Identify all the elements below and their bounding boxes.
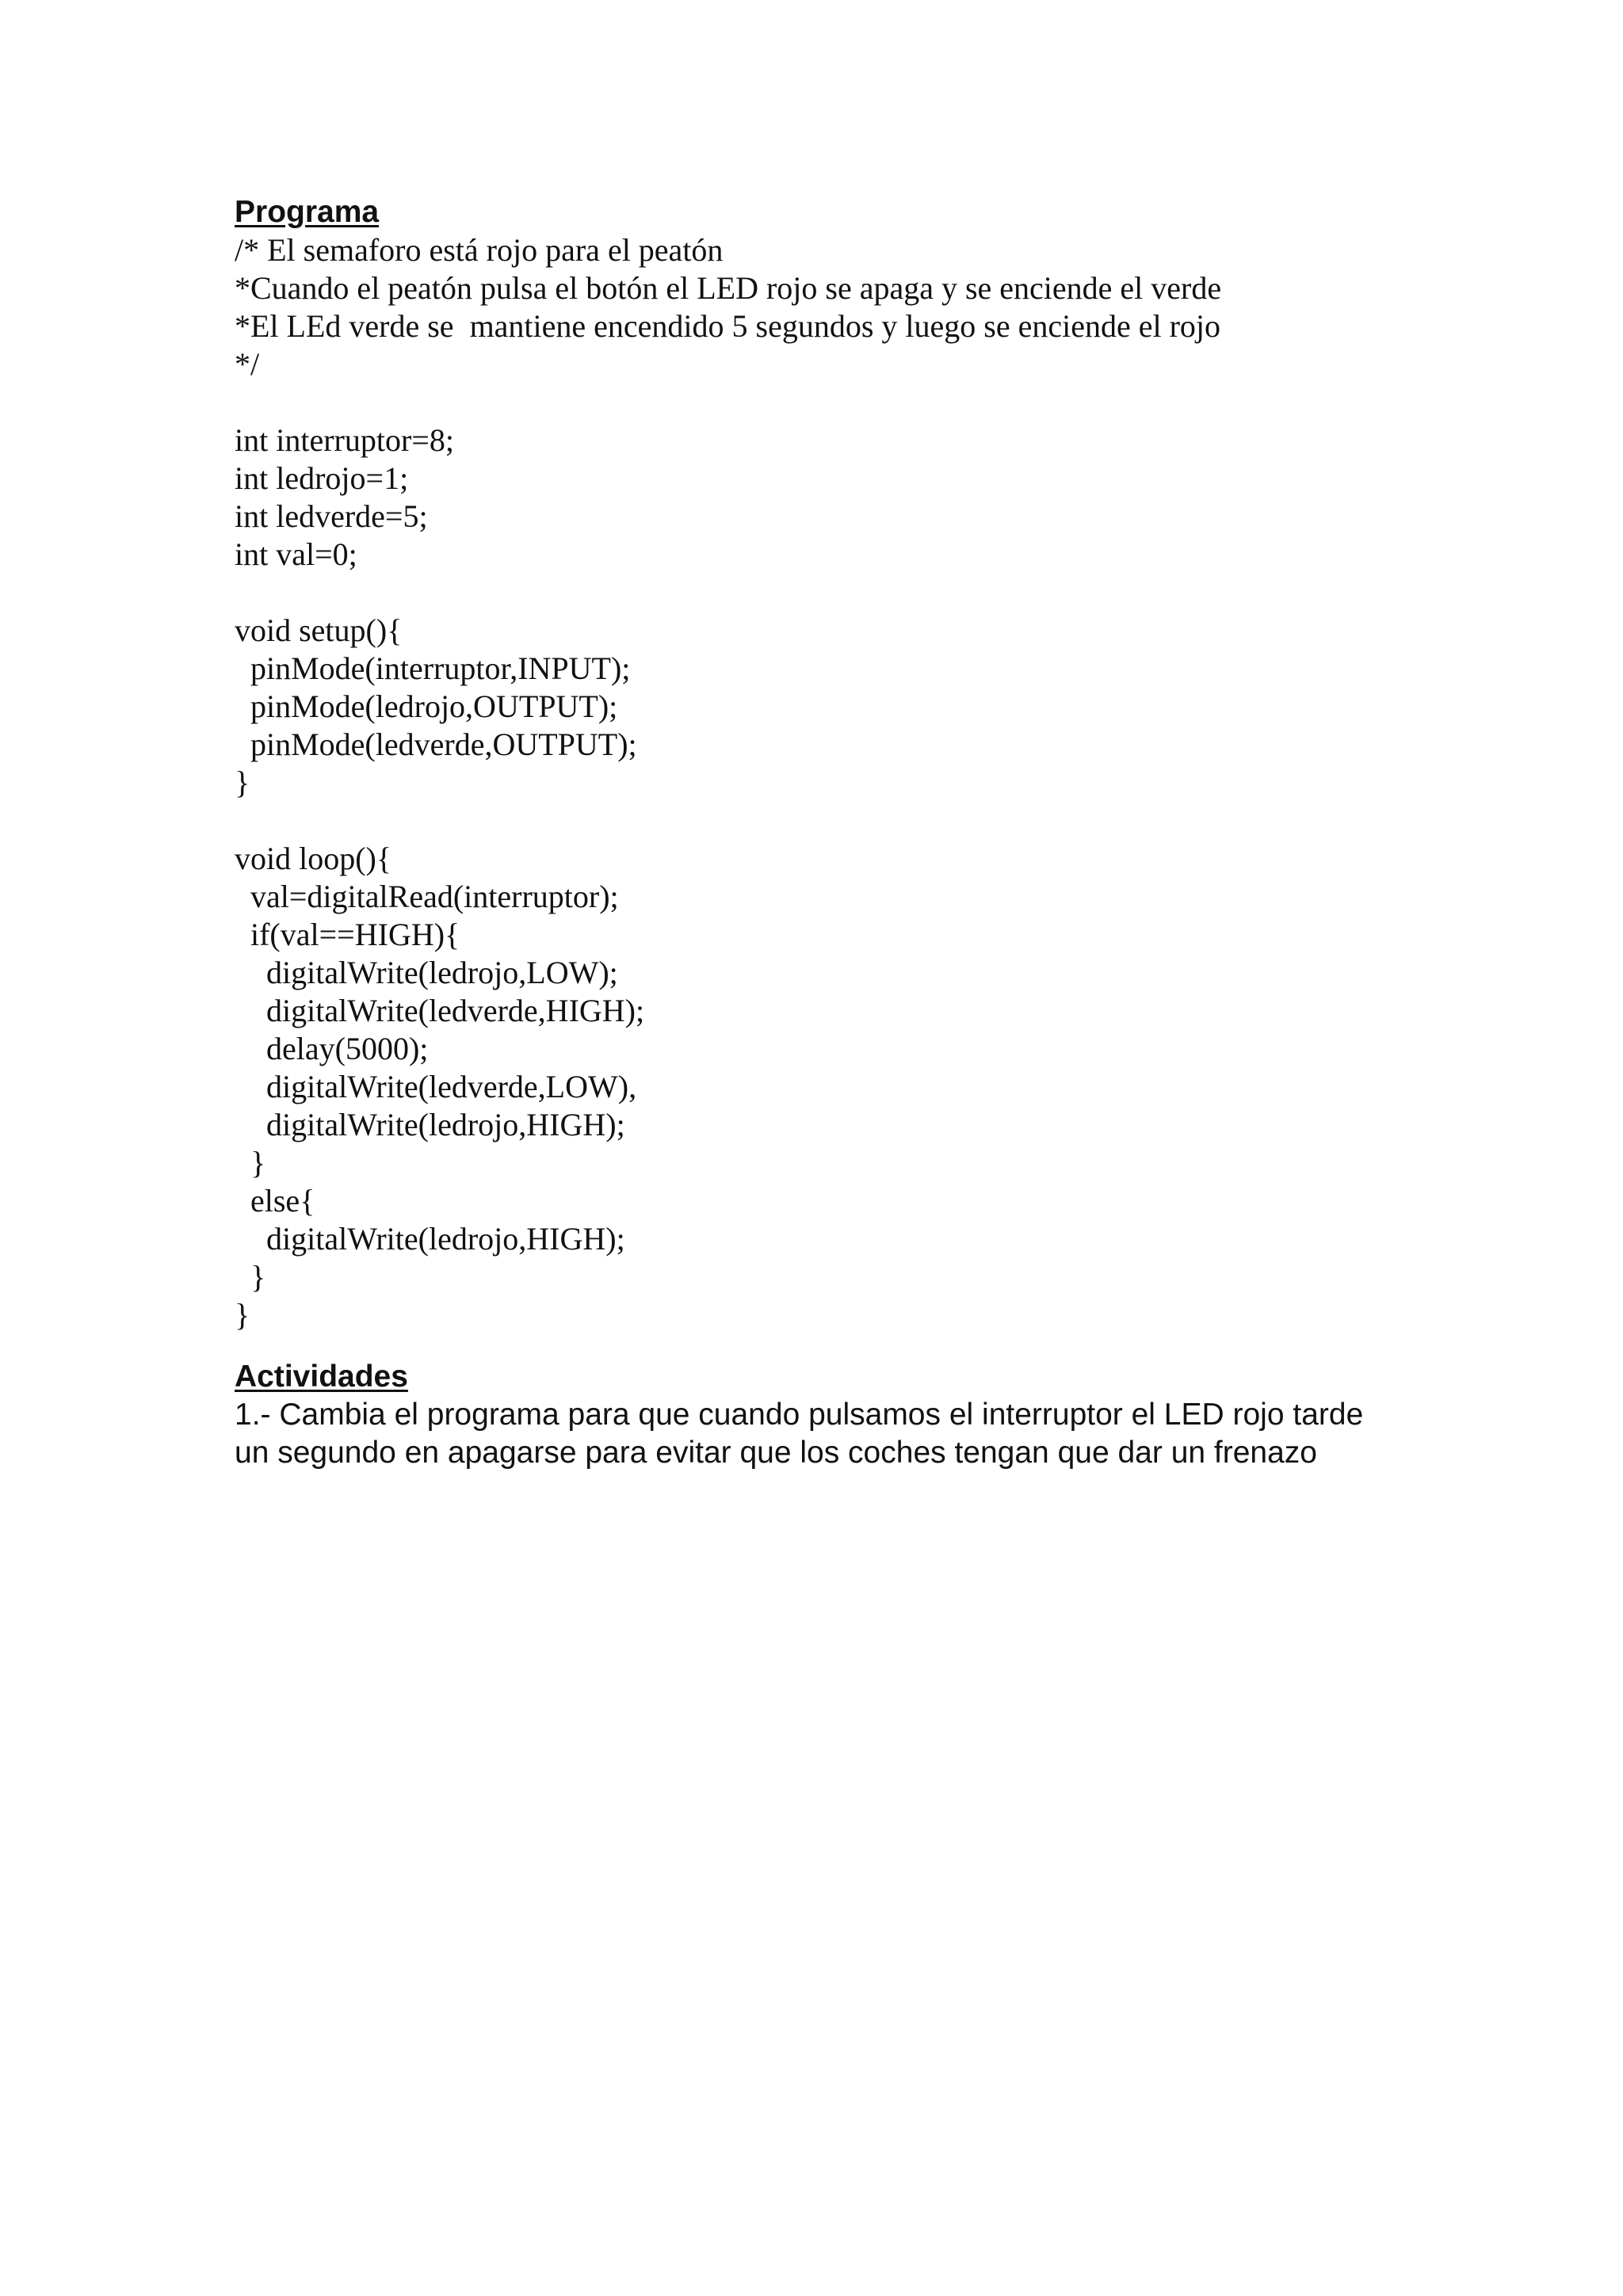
code-line: [235, 802, 1423, 840]
code-line: pinMode(ledrojo,OUTPUT);: [235, 688, 618, 724]
code-line: }: [235, 1297, 250, 1333]
activities-section: [235, 1358, 1423, 1472]
code-line: */: [235, 346, 260, 382]
code-line: [235, 574, 1423, 612]
code-line: /* El semaforo está rojo para el peatón: [235, 232, 724, 268]
program-heading: Programa: [235, 195, 380, 229]
code-line: *El LEd verde se mantiene encendido 5 segundos y luego se enciende el rojo: [235, 308, 1221, 344]
code-line: int ledverde=5;: [235, 498, 428, 534]
code-line: int interruptor=8;: [235, 422, 454, 458]
code-line: void setup(){: [235, 612, 403, 648]
code-line: digitalWrite(ledrojo,HIGH);: [235, 1221, 625, 1257]
code-line: int val=0;: [235, 536, 357, 572]
code-line: }: [235, 1259, 266, 1295]
code-line: digitalWrite(ledrojo,LOW);: [235, 955, 618, 990]
code-line: int ledrojo=1;: [235, 460, 409, 496]
code-line: digitalWrite(ledverde,HIGH);: [235, 993, 645, 1028]
code-line: }: [235, 1145, 266, 1180]
activity-item: 1.- Cambia el programa para que cuando pulsamos el interruptor el LED rojo tarde un segundo en apagarse para evitar que los coches tengan que dar un frenazo: [235, 1398, 1364, 1470]
code-line: digitalWrite(ledverde,LOW),: [235, 1069, 637, 1104]
code-line: else{: [235, 1183, 315, 1219]
document-page: [235, 193, 1423, 1472]
code-line: pinMode(interruptor,INPUT);: [235, 650, 631, 686]
activities-heading: Actividades: [235, 1360, 408, 1394]
code-block: [235, 231, 1423, 1334]
code-line: }: [235, 765, 250, 800]
code-line: delay(5000);: [235, 1031, 429, 1066]
code-line: pinMode(ledverde,OUTPUT);: [235, 727, 637, 762]
code-line: [235, 383, 1423, 421]
code-line: *Cuando el peatón pulsa el botón el LED rojo se apaga y se enciende el verde: [235, 270, 1222, 306]
code-line: digitalWrite(ledrojo,HIGH);: [235, 1107, 625, 1142]
code-line: if(val==HIGH){: [235, 917, 460, 952]
code-line: void loop(){: [235, 841, 392, 876]
code-line: val=digitalRead(interruptor);: [235, 879, 619, 914]
program-section: [235, 193, 1423, 1334]
activity-list: [235, 1396, 1423, 1472]
